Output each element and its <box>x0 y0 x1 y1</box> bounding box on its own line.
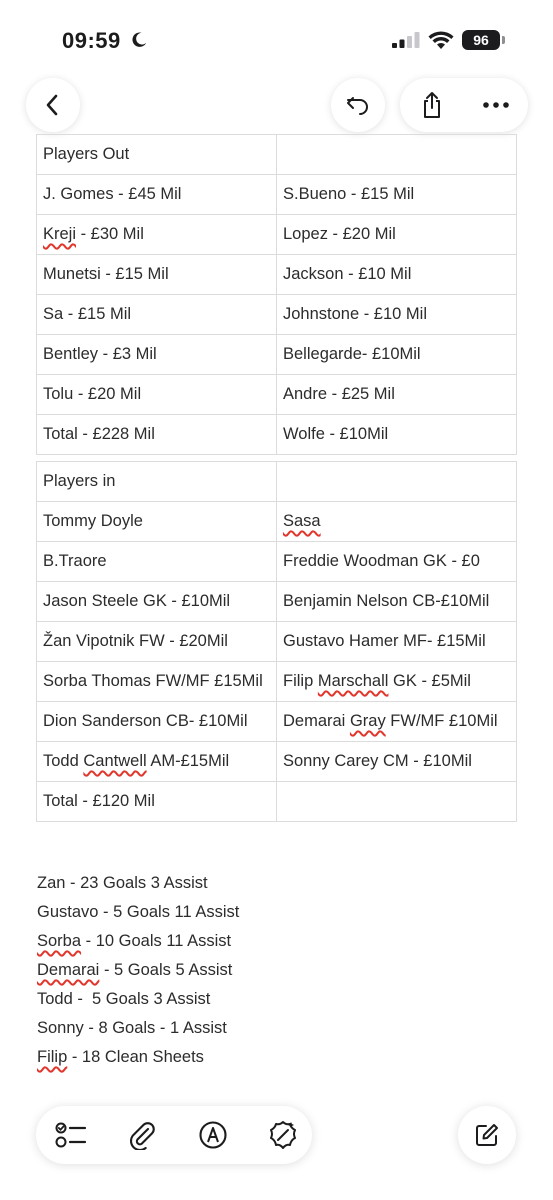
table-row <box>37 742 517 782</box>
spellcheck-word: Kreji <box>43 225 77 243</box>
table-row <box>37 542 517 582</box>
stats-line: Sonny - 8 Goals - 1 Assist <box>37 1019 227 1037</box>
markup-button[interactable] <box>178 1106 247 1164</box>
table-row <box>37 255 517 295</box>
note-actions-group <box>400 78 528 132</box>
table-cell[interactable]: Johnstone - £10 Mil <box>277 295 517 335</box>
undo-icon <box>345 93 371 117</box>
table-row <box>37 335 517 375</box>
back-button[interactable] <box>26 78 80 132</box>
table-cell[interactable]: Wolfe - £10Mil <box>277 415 517 455</box>
spellcheck-word: Cantwell <box>83 752 147 770</box>
stats-line: Filip - 18 Clean Sheets <box>37 1048 204 1066</box>
cellular-signal-icon <box>392 32 420 48</box>
table-cell[interactable]: J. Gomes - £45 Mil <box>37 175 277 215</box>
stats-line: Todd - 5 Goals 3 Assist <box>37 990 211 1008</box>
table-header-cell[interactable]: Players in <box>37 462 277 502</box>
stats-line: Zan - 23 Goals 3 Assist <box>37 874 208 892</box>
table-cell[interactable]: Jackson - £10 Mil <box>277 255 517 295</box>
spellcheck-word: Sorba <box>37 932 82 950</box>
table-row <box>37 622 517 662</box>
more-icon <box>482 101 510 109</box>
attachment-button[interactable] <box>107 1106 176 1164</box>
battery-cap <box>502 36 505 44</box>
table-cell[interactable]: Kreji - £30 Mil <box>37 215 277 255</box>
compose-button[interactable] <box>458 1106 516 1164</box>
table-cell[interactable] <box>277 502 517 542</box>
table-cell[interactable]: Dion Sanderson CB- £10Mil <box>37 702 277 742</box>
spellcheck-word: Gray <box>349 712 386 730</box>
battery-indicator <box>462 30 500 50</box>
table-header-cell[interactable] <box>277 135 517 175</box>
chevron-left-icon <box>43 93 63 117</box>
table-cell[interactable]: Freddie Woodman GK - £0 <box>277 542 517 582</box>
table-cell[interactable]: Sorba Thomas FW/MF £15Mil <box>37 662 277 702</box>
table-cell[interactable]: Munetsi - £15 Mil <box>37 255 277 295</box>
stats-list[interactable] <box>37 869 239 1072</box>
players-in-table <box>36 461 517 822</box>
table-cell[interactable]: Žan Vipotnik FW - £20Mil <box>37 622 277 662</box>
more-button[interactable] <box>464 78 528 132</box>
table-cell[interactable]: Total - £120 Mil <box>37 782 277 822</box>
stats-line: Gustavo - 5 Goals 11 Assist <box>37 903 240 921</box>
table-cell[interactable]: Filip Marschall GK - £5Mil <box>277 662 517 702</box>
table-cell[interactable]: Bentley - £3 Mil <box>37 335 277 375</box>
table-cell[interactable] <box>277 782 517 822</box>
table-cell[interactable]: Todd Cantwell AM-£15Mil <box>37 742 277 782</box>
table-row <box>37 295 517 335</box>
moon-icon <box>130 31 148 49</box>
stats-line: Sorba - 10 Goals 11 Assist <box>37 932 232 950</box>
sparkle-icon <box>267 1119 299 1151</box>
table-cell[interactable]: Lopez - £20 Mil <box>277 215 517 255</box>
share-icon <box>420 91 444 119</box>
undo-button[interactable] <box>331 78 385 132</box>
table-cell[interactable]: Andre - £25 Mil <box>277 375 517 415</box>
spellcheck-word: Filip <box>37 1048 68 1066</box>
table-cell[interactable]: Sa - £15 Mil <box>37 295 277 335</box>
players-out-table <box>36 134 517 455</box>
table-cell[interactable]: Gustavo Hamer MF- £15Mil <box>277 622 517 662</box>
table-cell[interactable]: Tolu - £20 Mil <box>37 375 277 415</box>
table-cell[interactable]: B.Traore <box>37 542 277 582</box>
table-cell[interactable]: Benjamin Nelson CB-£10Mil <box>277 582 517 622</box>
checklist-button[interactable] <box>36 1106 105 1164</box>
table-cell[interactable]: Tommy Doyle <box>37 502 277 542</box>
stats-line: Demarai - 5 Goals 5 Assist <box>37 961 233 979</box>
table-cell[interactable]: Jason Steele GK - £10Mil <box>37 582 277 622</box>
table-row <box>37 175 517 215</box>
table-header-row <box>37 462 517 502</box>
table-cell[interactable]: Bellegarde- £10Mil <box>277 335 517 375</box>
writing-tools-button[interactable] <box>248 1106 317 1164</box>
compose-icon <box>474 1122 500 1148</box>
table-header-cell[interactable]: Players Out <box>37 135 277 175</box>
table-row <box>37 502 517 542</box>
battery-level: 96 <box>473 32 489 48</box>
table-row <box>37 662 517 702</box>
table-cell[interactable]: Total - £228 Mil <box>37 415 277 455</box>
table-header-row <box>37 135 517 175</box>
table-row <box>37 415 517 455</box>
table-cell[interactable]: Sonny Carey CM - £10Mil <box>277 742 517 782</box>
paperclip-icon <box>128 1120 156 1150</box>
table-header-cell[interactable] <box>277 462 517 502</box>
bottom-toolbar <box>36 1106 312 1164</box>
checklist-icon <box>55 1121 87 1149</box>
spellcheck-word: Sasa <box>283 512 321 530</box>
table-row <box>37 375 517 415</box>
wifi-icon <box>428 30 454 50</box>
table-cell[interactable]: Demarai Gray FW/MF £10Mil <box>277 702 517 742</box>
spellcheck-word: Demarai <box>37 961 100 979</box>
table-row <box>37 215 517 255</box>
table-row <box>37 702 517 742</box>
pen-markup-icon <box>198 1120 228 1150</box>
share-button[interactable] <box>400 78 464 132</box>
table-row <box>37 582 517 622</box>
table-cell[interactable]: S.Bueno - £15 Mil <box>277 175 517 215</box>
spellcheck-word: Marschall <box>317 672 389 690</box>
table-row <box>37 782 517 822</box>
status-bar <box>0 0 553 80</box>
status-time: 09:59 <box>62 28 121 53</box>
